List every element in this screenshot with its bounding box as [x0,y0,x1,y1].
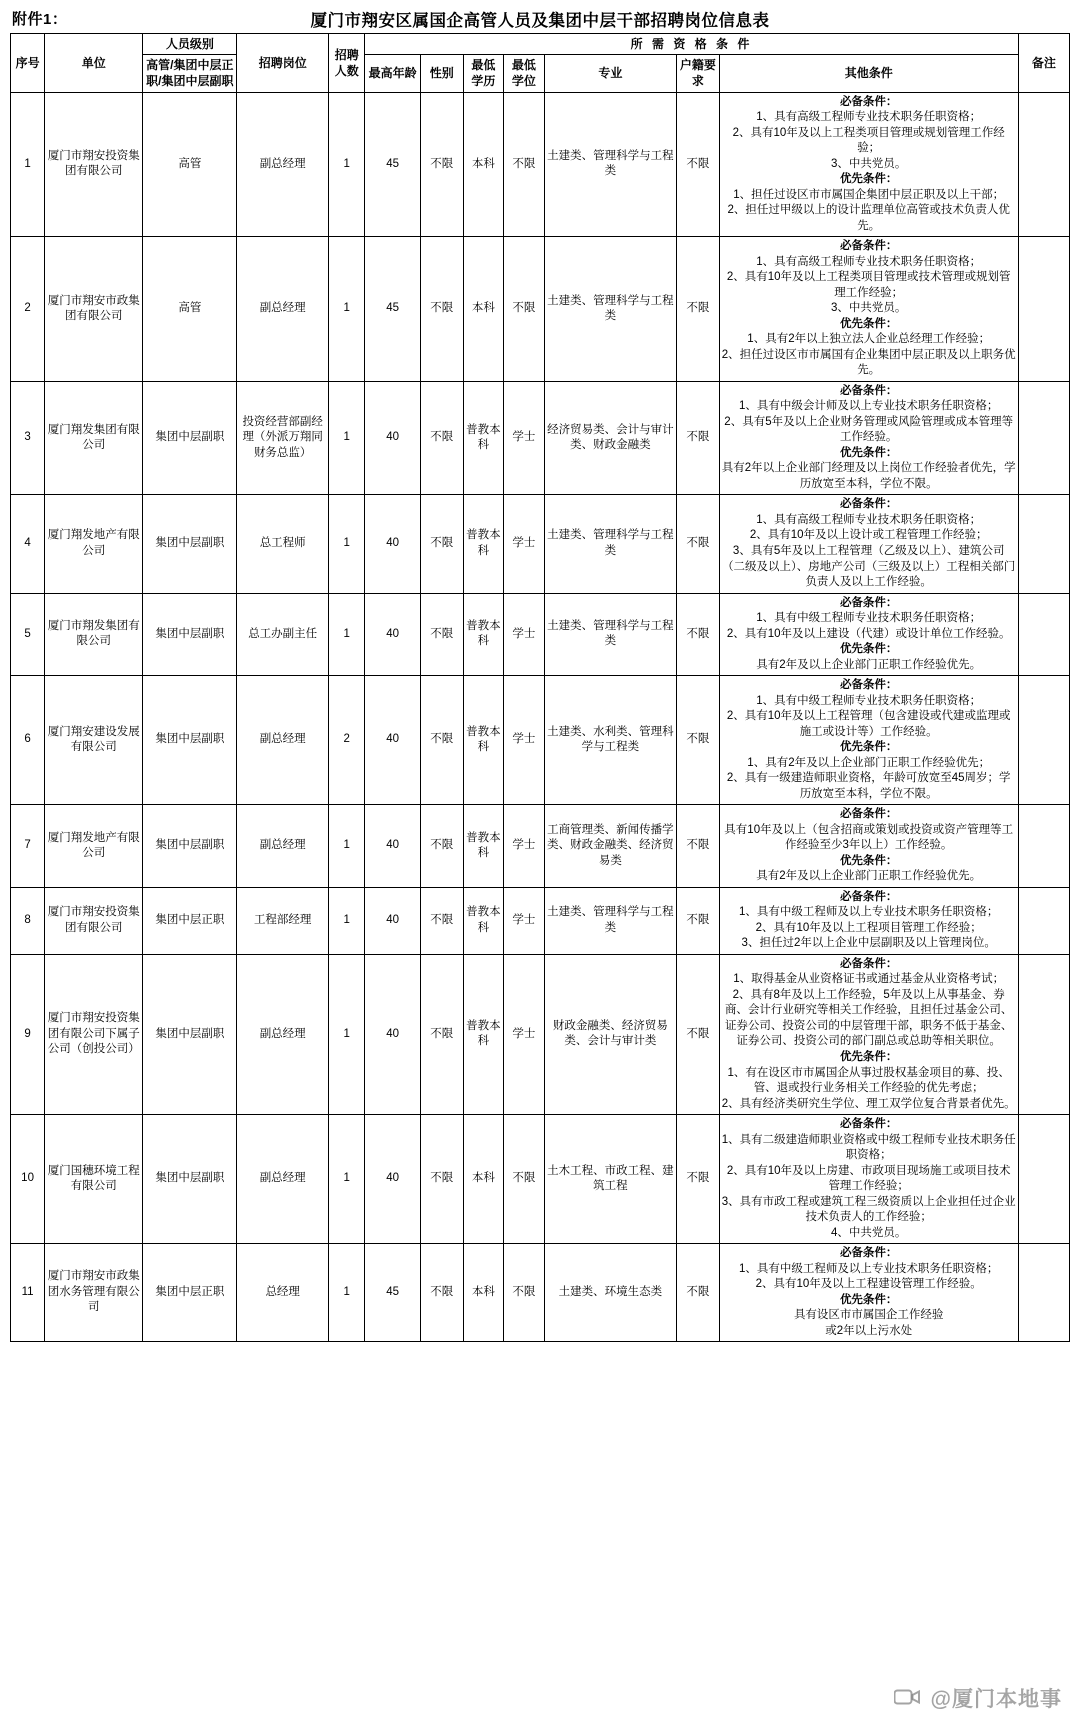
row-min-degree: 学士 [504,805,545,888]
row-max-age: 40 [365,495,421,593]
row-gender: 不限 [420,805,463,888]
row-seq: 8 [11,887,45,954]
row-post: 总工程师 [237,495,329,593]
row-min-edu: 普教本科 [463,495,504,593]
table-row [11,805,1070,888]
row-gender: 不限 [420,1244,463,1342]
row-min-degree: 学士 [504,676,545,805]
row-other-conditions [719,92,1018,237]
row-major: 土木工程、市政工程、建筑工程 [544,1115,676,1244]
row-level: 集团中层副职 [143,495,237,593]
condition-group-label: 必备条件： [839,1247,898,1260]
row-seq: 11 [11,1244,45,1342]
table-row [11,676,1070,805]
row-post: 副总经理 [237,676,329,805]
condition-group-label: 优先条件： [839,1050,898,1063]
row-level: 集团中层副职 [143,593,237,676]
condition-group-label: 必备条件： [839,95,898,108]
condition-line: 1、担任过设区市市属国企集团中层正职及以上干部； [733,188,1005,201]
condition-group-label: 必备条件： [839,498,898,511]
header-row-1 [11,34,1070,55]
row-remark [1018,1244,1069,1342]
row-remark [1018,593,1069,676]
col-header-post: 招聘岗位 [237,34,329,93]
row-min-edu: 普教本科 [463,805,504,888]
col-header-level-group: 人员级别 [143,34,237,55]
col-header-min-edu: 最低学历 [463,55,504,92]
row-other-conditions [719,1244,1018,1342]
row-min-degree: 不限 [504,92,545,237]
condition-line: 3、具有5年及以上工程管理（乙级及以上）、建筑公司（二级及以上）、房地产公司（三级及以上）工程相关部门负责人及以上工作经验。 [722,545,1016,589]
col-header-household: 户籍要求 [677,55,720,92]
row-other-conditions [719,495,1018,593]
row-post: 副总经理 [237,92,329,237]
row-count: 1 [329,805,365,888]
row-major: 土建类、水利类、管理科学与工程类 [544,676,676,805]
row-seq: 6 [11,676,45,805]
condition-line: 或2年以上污水处 [825,1324,913,1337]
condition-line: 具有10年及以上（包含招商或策划或投资或资产管理等工作经验至少3年以上）工作经验。 [724,823,1014,852]
row-unit: 厦门市翔安市政集团有限公司 [45,237,143,382]
row-gender: 不限 [420,237,463,382]
row-level: 高管 [143,92,237,237]
condition-group-label: 优先条件： [839,446,898,459]
table-row [11,92,1070,237]
row-major: 土建类、管理科学与工程类 [544,887,676,954]
row-other-conditions [719,593,1018,676]
row-major: 经济贸易类、会计与审计类、财政金融类 [544,381,676,495]
condition-group-label: 必备条件： [839,890,898,903]
table-row [11,954,1070,1114]
row-other-conditions [719,381,1018,495]
row-remark [1018,237,1069,382]
row-unit: 厦门市翔安市政集团水务管理有限公司 [45,1244,143,1342]
table-row [11,1115,1070,1244]
row-unit: 厦门市翔安投资集团有限公司下属子公司（创投公司） [45,954,143,1114]
table-header [11,34,1070,93]
row-household: 不限 [677,495,720,593]
condition-line: 具有2年及以上企业部门正职工作经验优先。 [756,870,982,883]
row-min-edu: 普教本科 [463,676,504,805]
row-min-edu: 普教本科 [463,593,504,676]
row-other-conditions [719,237,1018,382]
row-gender: 不限 [420,593,463,676]
row-level: 高管 [143,237,237,382]
row-gender: 不限 [420,887,463,954]
condition-line: 1、具有中级工程师及以上专业技术职务任职资格； [738,1262,999,1275]
row-count: 1 [329,495,365,593]
row-max-age: 40 [365,805,421,888]
row-household: 不限 [677,237,720,382]
condition-line: 1、具有2年以上独立法人企业总经理工作经验； [747,333,991,346]
condition-line: 1、具有中级工程师专业技术职务任职资格； [756,612,982,625]
col-header-count: 招聘人数 [329,34,365,93]
video-camera-icon [894,1688,920,1712]
row-post: 总经理 [237,1244,329,1342]
row-remark [1018,381,1069,495]
row-level: 集团中层副职 [143,805,237,888]
condition-line: 3、具有市政工程或建筑工程三级资质以上企业担任过企业技术负责人的工作经验； [721,1195,1016,1224]
attachment-label: 附件1： [12,11,68,28]
row-major: 土建类、管理科学与工程类 [544,92,676,237]
row-min-edu: 本科 [463,1244,504,1342]
condition-line: 4、中共党员。 [830,1226,907,1239]
condition-line: 1、有在设区市市属国企从事过股权基金项目的募、投、管、退或投行业务相关工作经验的优先考虑； [727,1066,1010,1095]
row-max-age: 40 [365,676,421,805]
row-unit: 厦门翔发集团有限公司 [45,381,143,495]
condition-line: 1、具有二级建造师职业资格或中级工程师专业技术职务任职资格； [721,1133,1016,1162]
condition-group-label: 优先条件： [839,317,898,330]
row-household: 不限 [677,805,720,888]
condition-line: 2、具有10年及以上房建、市政项目现场施工或项目技术管理工作经验； [726,1164,1011,1193]
row-seq: 1 [11,92,45,237]
condition-line: 2、具有10年及以上工程管理（包含建设或代建或监理或施工或设计等）工作经验。 [726,710,1011,738]
col-header-qualification-group: 所 需 资 格 条 件 [365,34,1018,55]
condition-group-label: 优先条件： [839,741,898,754]
row-post: 副总经理 [237,237,329,382]
row-unit: 厦门国穗环境工程有限公司 [45,1115,143,1244]
row-post: 副总经理 [237,1115,329,1244]
row-min-degree: 学士 [504,887,545,954]
row-max-age: 40 [365,381,421,495]
row-seq: 10 [11,1115,45,1244]
row-remark [1018,1115,1069,1244]
table-row [11,887,1070,954]
condition-line: 3、中共党员。 [830,302,907,315]
row-gender: 不限 [420,495,463,593]
row-other-conditions [719,1115,1018,1244]
row-count: 1 [329,381,365,495]
col-header-level-detail: 高管/集团中层正职/集团中层副职 [143,55,237,92]
watermark [894,1683,1062,1713]
condition-group-label: 优先条件： [839,643,898,656]
row-seq: 3 [11,381,45,495]
row-min-edu: 本科 [463,92,504,237]
row-major: 土建类、管理科学与工程类 [544,237,676,382]
row-remark [1018,805,1069,888]
row-min-degree: 学士 [504,495,545,593]
condition-group-label: 必备条件： [839,957,898,970]
row-gender: 不限 [420,676,463,805]
row-gender: 不限 [420,381,463,495]
row-min-degree: 学士 [504,381,545,495]
row-post: 工程部经理 [237,887,329,954]
condition-line: 1、具有高级工程师专业技术职务任职资格； [756,513,982,526]
row-max-age: 40 [365,887,421,954]
row-min-degree: 不限 [504,1115,545,1244]
condition-line: 2、具有10年及以上设计或工程管理工作经验； [749,529,988,542]
row-count: 1 [329,887,365,954]
condition-line: 2、具有经济类研究生学位、理工双学位复合背景者优先。 [721,1097,1016,1110]
table-body [11,92,1070,1342]
row-gender: 不限 [420,1115,463,1244]
condition-line: 2、具有10年及以上工程建设管理工作经验。 [755,1278,982,1291]
condition-line: 1、取得基金从业资格证书或通过基金从业资格考试； [733,973,1005,986]
table-row [11,237,1070,382]
row-remark [1018,676,1069,805]
condition-line: 2、具有8年及以上工作经验，5年及以上从事基金、券商、会计行业研究等相关工作经验，且担任过基金公司、证券公司、投资公司的中层管理干部，职务不低于基金、证券公司、投资公司的部门副总或总助等相关职位。 [724,988,1013,1048]
row-remark [1018,92,1069,237]
table-row [11,381,1070,495]
condition-line: 具有2年及以上企业部门正职工作经验优先。 [756,658,982,671]
condition-group-label: 优先条件： [839,854,898,867]
row-min-degree: 不限 [504,237,545,382]
row-max-age: 45 [365,92,421,237]
condition-line: 2、具有10年及以上建设（代建）或设计单位工作经验。 [726,627,1011,640]
row-seq: 5 [11,593,45,676]
row-unit: 厦门翔安建设发展有限公司 [45,676,143,805]
row-major: 财政金融类、经济贸易类、会计与审计类 [544,954,676,1114]
condition-group-label: 必备条件： [839,240,898,253]
condition-line: 2、担任过设区市市属国有企业集团中层正职及以上职务优先。 [721,348,1016,377]
row-max-age: 45 [365,237,421,382]
col-header-unit: 单位 [45,34,143,93]
condition-line: 3、中共党员。 [830,157,907,170]
row-level: 集团中层副职 [143,954,237,1114]
table-row [11,1244,1070,1342]
row-count: 2 [329,676,365,805]
row-min-edu: 本科 [463,237,504,382]
col-header-major: 专业 [544,55,676,92]
row-seq: 2 [11,237,45,382]
row-seq: 4 [11,495,45,593]
col-header-seq: 序号 [11,34,45,93]
row-level: 集团中层副职 [143,1115,237,1244]
row-max-age: 40 [365,593,421,676]
row-level: 集团中层正职 [143,1244,237,1342]
row-gender: 不限 [420,92,463,237]
row-unit: 厦门翔发地产有限公司 [45,805,143,888]
col-header-other: 其他条件 [719,55,1018,92]
condition-line: 2、具有10年及以上工程项目管理工作经验； [755,921,982,934]
row-household: 不限 [677,381,720,495]
row-gender: 不限 [420,954,463,1114]
row-unit: 厦门市翔安投资集团有限公司 [45,887,143,954]
row-post: 副总经理 [237,954,329,1114]
table-row [11,495,1070,593]
row-count: 1 [329,1244,365,1342]
row-household: 不限 [677,1244,720,1342]
row-post: 投资经营部副经理（外派万翔同财务总监） [237,381,329,495]
row-count: 1 [329,1115,365,1244]
row-other-conditions [719,954,1018,1114]
row-other-conditions [719,805,1018,888]
condition-group-label: 优先条件： [839,173,898,186]
row-remark [1018,887,1069,954]
row-post: 副总经理 [237,805,329,888]
row-level: 集团中层副职 [143,381,237,495]
row-other-conditions [719,676,1018,805]
condition-line: 3、担任过2年以上企业中层副职及以上管理岗位。 [741,937,996,950]
row-max-age: 40 [365,1115,421,1244]
row-other-conditions [719,887,1018,954]
row-unit: 厦门翔发地产有限公司 [45,495,143,593]
condition-line: 1、具有中级工程师专业技术职务任职资格； [756,694,982,707]
condition-group-label: 优先条件： [839,1293,898,1306]
condition-line: 2、具有5年及以上企业财务管理或风险管理或成本管理等工作经验。 [724,415,1014,444]
row-count: 1 [329,237,365,382]
row-min-degree: 学士 [504,954,545,1114]
row-max-age: 45 [365,1244,421,1342]
col-header-gender: 性别 [420,55,463,92]
table-row [11,593,1070,676]
row-post: 总工办副主任 [237,593,329,676]
row-major: 土建类、环境生态类 [544,1244,676,1342]
condition-group-label: 必备条件： [839,808,898,821]
row-min-edu: 本科 [463,1115,504,1244]
watermark-text: @厦门本地事 [930,1688,1062,1711]
row-min-degree: 不限 [504,1244,545,1342]
condition-group-label: 必备条件： [839,596,898,609]
condition-line: 具有2年以上企业部门经理及以上岗位工作经验者优先，学历放宽至本科，学位不限。 [721,462,1016,490]
row-count: 1 [329,92,365,237]
condition-line: 1、具有中级工程师及以上专业技术职务任职资格； [738,906,999,919]
row-remark [1018,954,1069,1114]
row-min-degree: 学士 [504,593,545,676]
col-header-min-degree: 最低学位 [504,55,545,92]
row-household: 不限 [677,887,720,954]
row-seq: 9 [11,954,45,1114]
condition-group-label: 必备条件： [839,679,898,692]
header-row-2 [11,55,1070,92]
condition-line: 2、具有10年及以上工程类项目管理或技术管理或规划管理工作经验； [726,271,1011,299]
job-positions-table [10,33,1070,1342]
row-level: 集团中层正职 [143,887,237,954]
condition-line: 2、具有一级建造师职业资格，年龄可放宽至45周岁；学历放宽至本科，学位不限。 [726,772,1011,800]
row-min-edu: 普教本科 [463,954,504,1114]
row-count: 1 [329,954,365,1114]
col-header-max-age: 最高年龄 [365,55,421,92]
row-remark [1018,495,1069,593]
row-household: 不限 [677,954,720,1114]
condition-group-label: 必备条件： [839,1118,898,1131]
row-household: 不限 [677,92,720,237]
condition-line: 2、担任过甲级以上的设计监理单位高管或技术负责人优先。 [727,204,1010,232]
condition-group-label: 必备条件： [839,384,898,397]
row-major: 土建类、管理科学与工程类 [544,593,676,676]
row-major: 工商管理类、新闻传播学类、财政金融类、经济贸易类 [544,805,676,888]
row-min-edu: 普教本科 [463,381,504,495]
row-level: 集团中层副职 [143,676,237,805]
row-household: 不限 [677,1115,720,1244]
row-min-edu: 普教本科 [463,887,504,954]
document-header [10,6,1070,30]
row-unit: 厦门市翔安投资集团有限公司 [45,92,143,237]
row-household: 不限 [677,676,720,805]
row-unit: 厦门市翔发集团有限公司 [45,593,143,676]
condition-line: 1、具有中级会计师及以上专业技术职务任职资格； [738,400,999,413]
row-seq: 7 [11,805,45,888]
row-household: 不限 [677,593,720,676]
row-count: 1 [329,593,365,676]
condition-line: 1、具有2年及以上企业部门正职工作经验优先； [747,756,991,769]
condition-line: 具有设区市市属国企工作经验 [793,1309,944,1322]
condition-line: 1、具有高级工程师专业技术职务任职资格； [756,111,982,124]
col-header-remark: 备注 [1018,34,1069,93]
page-title: 厦门市翔安区属国企高管人员及集团中层干部招聘岗位信息表 [310,12,770,30]
row-max-age: 40 [365,954,421,1114]
row-major: 土建类、管理科学与工程类 [544,495,676,593]
condition-line: 2、具有10年及以上工程类项目管理或规划管理工作经验； [732,126,1005,155]
condition-line: 1、具有高级工程师专业技术职务任职资格； [756,255,982,268]
